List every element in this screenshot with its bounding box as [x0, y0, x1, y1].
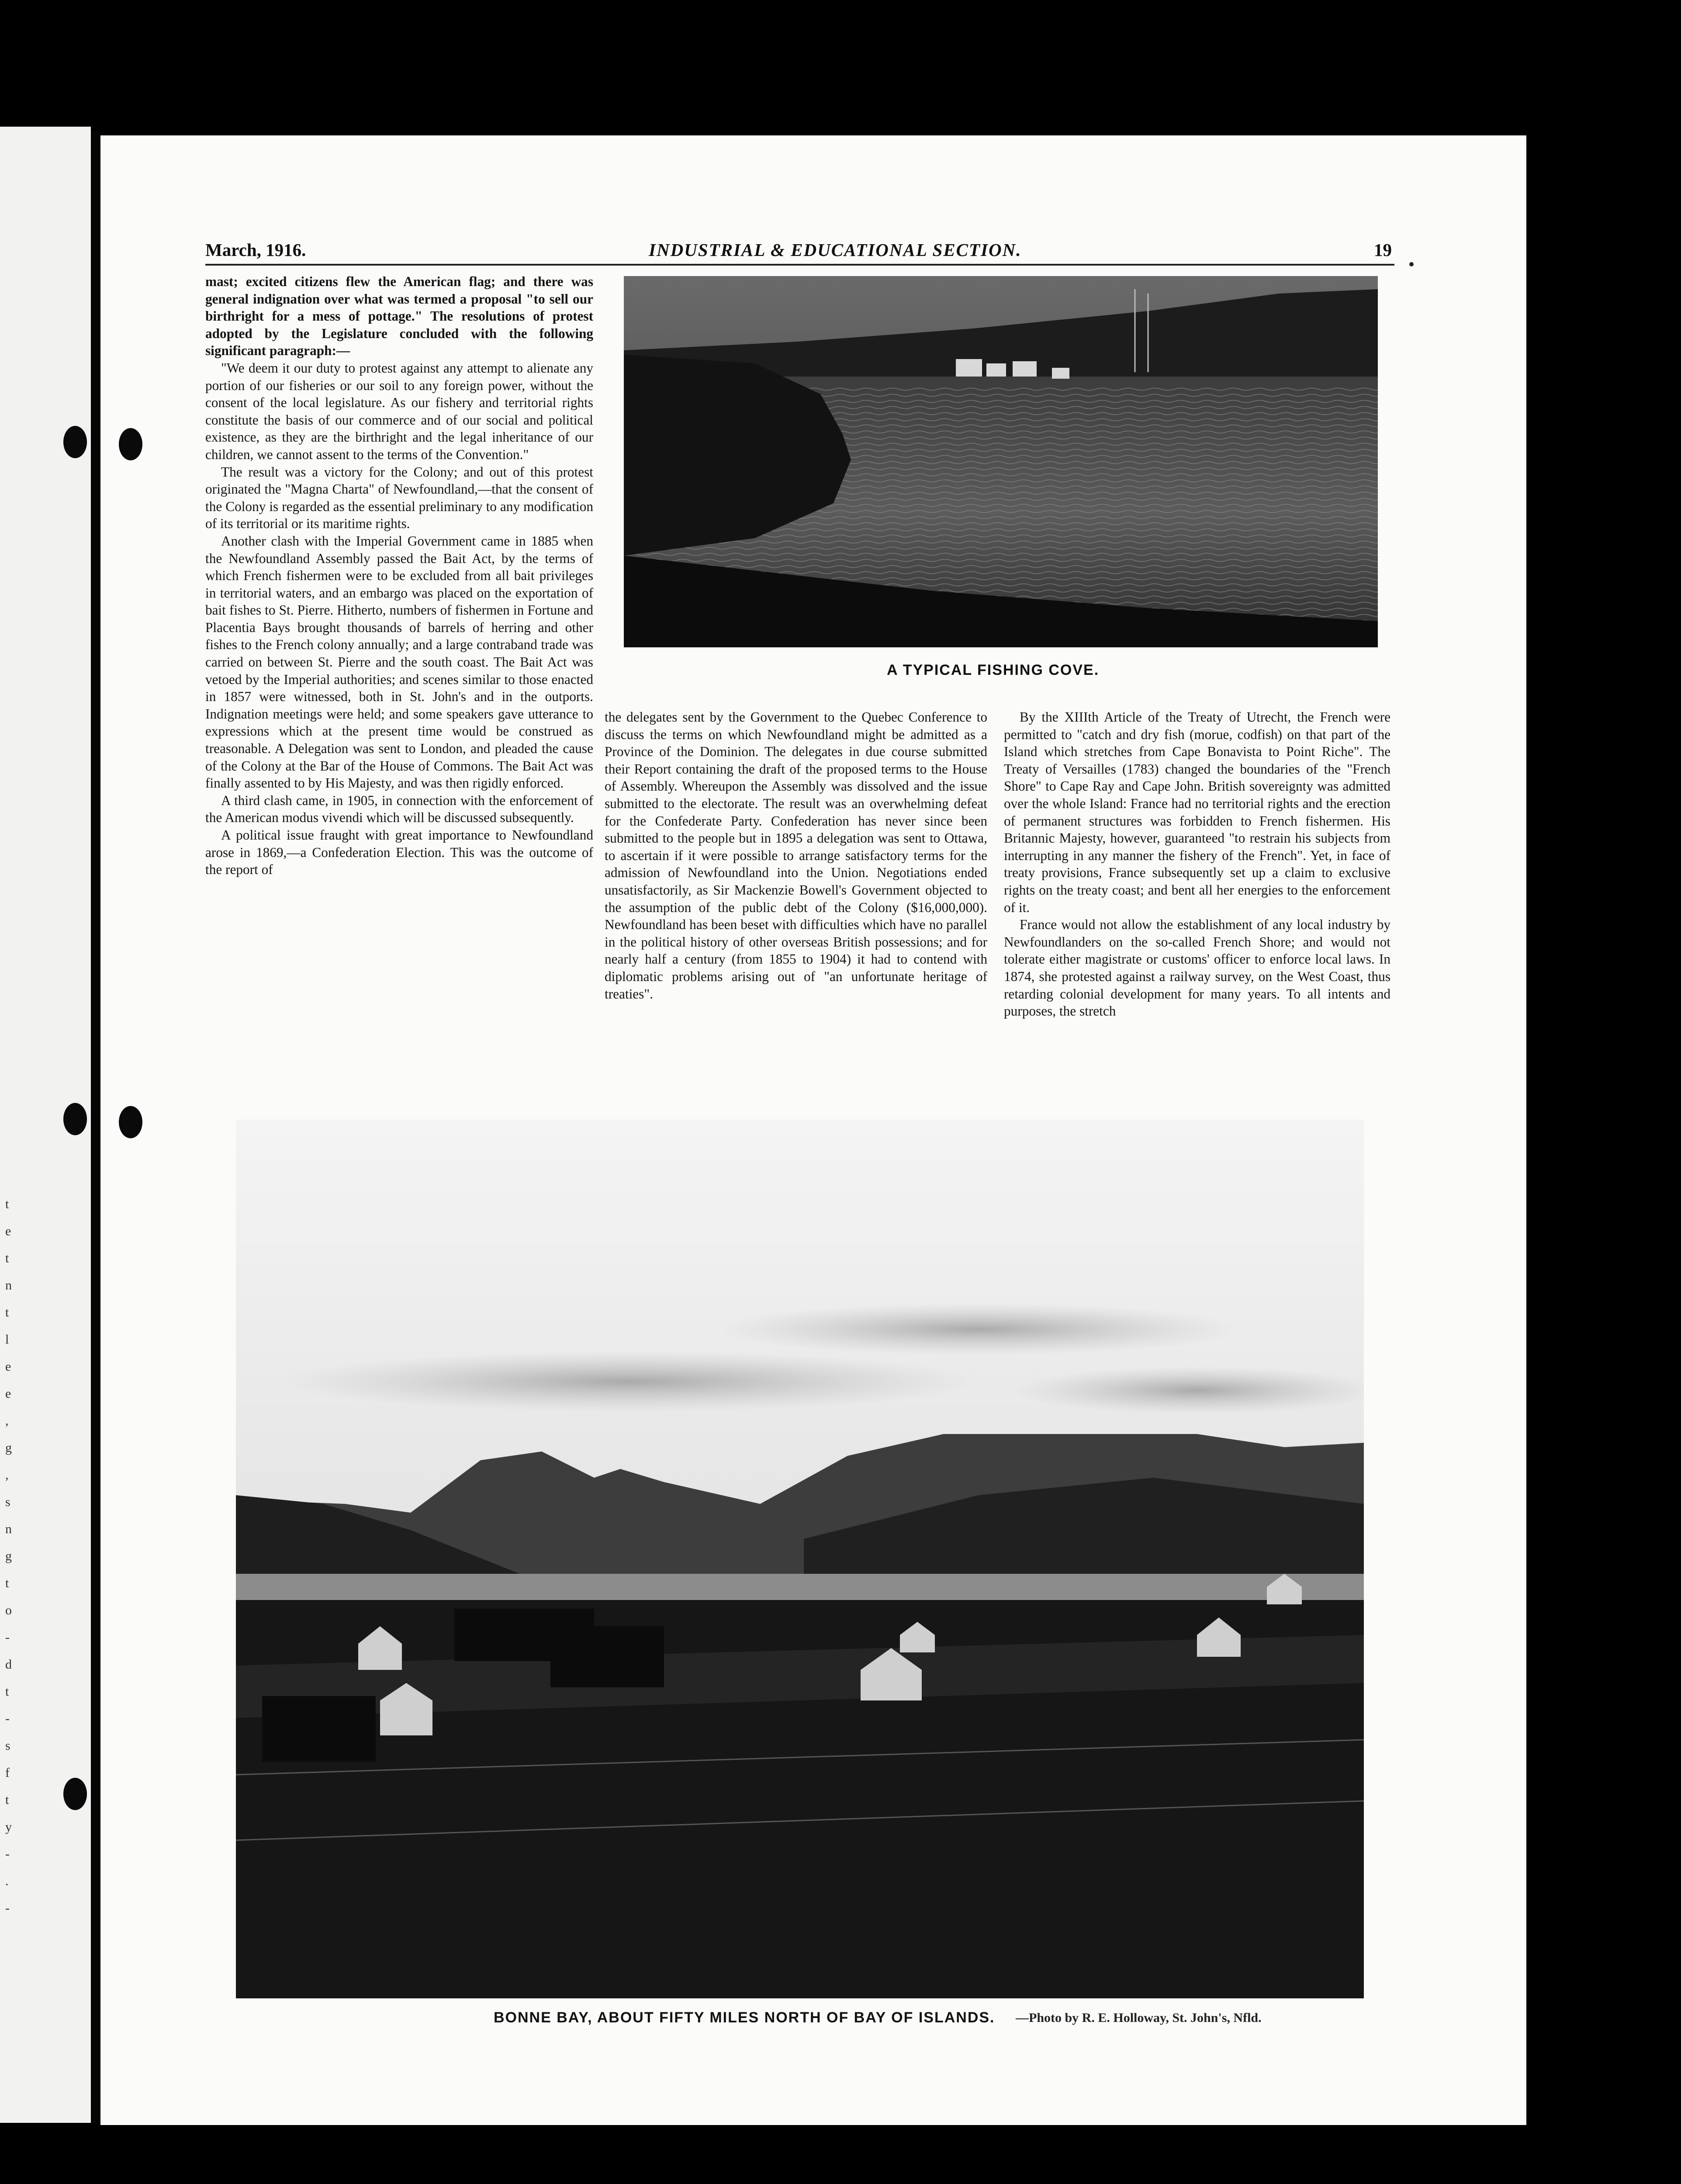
- dust-speck: [1409, 262, 1414, 266]
- paragraph: mast; excited citizens flew the American flag; and there was general indignation over what was termed a proposal "to sell our birthright for a mess of pottage." The resolutions of protest adopted by the Legislature concluded with the following significant paragraph:—: [205, 274, 593, 359]
- adjacent-page-fragment: t: [5, 1684, 9, 1699]
- adjacent-page-fragment: t: [5, 1793, 9, 1807]
- adjacent-page-fragment: t: [5, 1576, 9, 1590]
- bonne-bay-illustration: [236, 1120, 1364, 1998]
- bonne-bay-photo: [236, 1120, 1364, 1998]
- header-date: March, 1916.: [205, 240, 306, 260]
- fishing-cove-illustration: [624, 276, 1378, 647]
- paragraph: The result was a victory for the Colony; and out of this protest originated the "Magna Charta" of Newfoundland,—that the consent of the Colony is regarded as the essential preliminary to any modification of its territorial or its maritime rights.: [205, 464, 593, 532]
- fishing-cove-caption: A TYPICAL FISHING COVE.: [887, 662, 1100, 678]
- adjacent-page-fragment: o: [5, 1603, 12, 1617]
- header-section-title: INDUSTRIAL & EDUCATIONAL SECTION.: [649, 240, 1022, 260]
- article-column-2: [605, 708, 987, 1002]
- paragraph: France would not allow the establishment of any local industry by Newfoundlanders on the so-called French Shore; and would not tolerate either magistrate or customs' officer to enforce local laws. In 1874, she protested against a railway survey, on the West Coast, thus retarding colonial development for many years. To all intents and purposes, the stretch: [1004, 917, 1390, 1019]
- adjacent-page-fragment: y: [5, 1820, 12, 1834]
- header-rule: [205, 264, 1394, 266]
- paragraph: Another clash with the Imperial Government came in 1885 when the Newfoundland Assembly passed the Bait Act, by the terms of which French fishermen were to be excluded from all bait privileges in territorial waters, and an embargo was placed on the exportation of bait fishes to St. Pierre. Hitherto, numbers of fishermen in Fortune and Placentia Bays brought thousands of barrels of herring and other fishes to the French colony annually; and a large contraband trade was carried on between St. Pierre and the south coast. The Bait Act was vetoed by the Imperial authorities; and scenes similar to those enacted in 1857 were witnessed, both in St. John's and in the outports. Indignation meetings were held; and some speakers gave utterance to expressions which at the present time would be construed as treasonable. A Delegation was sent to London, and pleaded the cause of the Colony at the Bar of the House of Commons. The Bait Act was finally assented to by His Majesty, and was then rigidly enforced.: [205, 533, 593, 791]
- adjacent-page-fragment: l: [5, 1332, 9, 1347]
- adjacent-page-fragment: g: [5, 1549, 12, 1563]
- punch-hole: [119, 428, 142, 460]
- adjacent-page-fragment: d: [5, 1657, 12, 1672]
- adjacent-page-fragment: f: [5, 1766, 10, 1780]
- article-column-1: [205, 273, 593, 878]
- binding-gutter: [91, 131, 100, 2123]
- paragraph: By the XIIIth Article of the Treaty of Utrecht, the French were permitted to "catch and dry fish (morue, codfish) on that part of the Island which stretches from Cape Bonavista to Point Riche". The Treaty of Versailles (1783) changed the boundaries of the "French Shore" to Cape Ray and Cape John. British sovereignty was admitted over the whole Island: France had no territorial rights and the erection of permanent structures was forbidden to French fishermen. His Britannic Majesty, however, guaranteed "to restrain his subjects from interrupting in any manner the fishery of the French". Yet, in face of treaty provisions, France subsequently set up a claim to exclusive rights on the treaty coast; and bent all her energies to the enforcement of it.: [1004, 709, 1390, 915]
- adjacent-page-fragment: n: [5, 1278, 12, 1292]
- adjacent-page-fragment: -: [5, 1630, 10, 1645]
- punch-hole: [63, 1778, 87, 1810]
- punch-hole: [119, 1106, 142, 1138]
- paragraph: A third clash came, in 1905, in connection with the enforcement of the American modus vivendi which will be discussed subsequently.: [205, 792, 593, 826]
- adjacent-page-fragment: t: [5, 1305, 9, 1320]
- paragraph: A political issue fraught with great importance to Newfoundland arose in 1869,—a Confederation Election. This was the outcome of the report of: [205, 827, 593, 878]
- adjacent-page-fragment: t: [5, 1197, 9, 1211]
- adjacent-page-fragment: n: [5, 1522, 12, 1536]
- photo-credit: —Photo by R. E. Holloway, St. John's, Nfld.: [1016, 2011, 1262, 2025]
- adjacent-page-fragment: g: [5, 1441, 12, 1455]
- adjacent-page-fragment: s: [5, 1738, 10, 1753]
- paragraph: the delegates sent by the Government to the Quebec Conference to discuss the terms on which Newfoundland might be admitted as a Province of the Dominion. The delegates in due course submitted their Report containing the draft of the proposed terms to the House of Assembly. Whereupon the Assembly was dissolved and the issue submitted to the electorate. The result was an overwhelming defeat for the Confederate Party. Confederation has never since been submitted to the people but in 1895 a delegation was sent to Ottawa, to ascertain if it were possible to arrange satisfactory terms for the admission of Newfoundland into the Union. Negotiations ended unsatisfactorily, as Sir Mackenzie Bowell's Government objected to the assumption of the public debt of the Colony ($16,000,000). Newfoundland has been beset with difficulties which have no parallel in the political history of other overseas British possessions; and for nearly half a century (from 1855 to 1904) it had to contend with diplomatic problems arising out of "an unfortunate heritage of treaties".: [605, 709, 987, 1002]
- article-column-3: [1004, 708, 1390, 1020]
- header-page-number: 19: [1374, 240, 1392, 260]
- adjacent-page-fragment: ,: [5, 1413, 9, 1428]
- quote-paragraph: "We deem it our duty to protest against any attempt to alienate any portion of our fisheries or our soil to any foreign power, without the consent of the local legislature. As our fishery and territorial rights constitute the basis of our commerce and of our social and political existence, as they are the birthright and the legal inheritance of our children, we cannot assent to the terms of the Convention.": [205, 360, 593, 462]
- adjacent-page-fragment: -: [5, 1847, 10, 1861]
- bonne-bay-caption: BONNE BAY, ABOUT FIFTY MILES NORTH OF BAY OF ISLANDS.: [494, 2009, 995, 2026]
- adjacent-page-fragment: e: [5, 1359, 11, 1374]
- adjacent-page-fragment: ,: [5, 1468, 9, 1482]
- adjacent-page-fragment: t: [5, 1251, 9, 1265]
- adjacent-page-fragment: e: [5, 1224, 11, 1238]
- adjacent-page-fragment: -: [5, 1711, 10, 1726]
- fishing-cove-photo: [624, 276, 1378, 647]
- adjacent-page-fragment: s: [5, 1495, 10, 1509]
- adjacent-page-fragment: .: [5, 1874, 9, 1888]
- adjacent-page-fragment: -: [5, 1901, 10, 1915]
- adjacent-page-fragment: e: [5, 1386, 11, 1401]
- punch-hole: [63, 1103, 87, 1135]
- punch-hole: [63, 426, 87, 458]
